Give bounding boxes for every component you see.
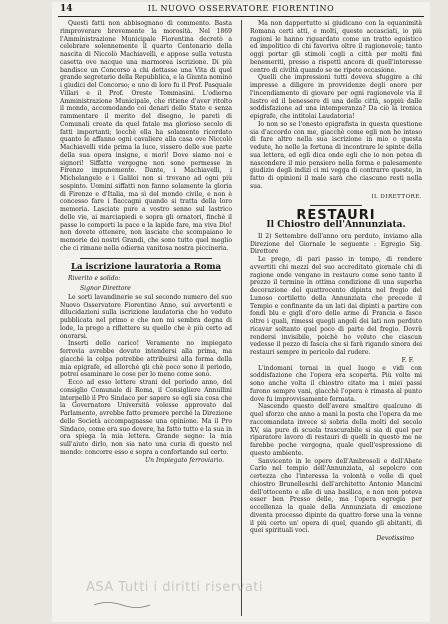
page-header	[52, 2, 430, 16]
article-separator	[310, 205, 362, 206]
restauri-paragraph: L'indomani tornai in quel luogo e vidi con soddisfazione che l'opera era scoperta. Più volte mi sono anche volta il chiostro citato ma i miei passi furono sempre vani, giacchè l'opera è rimasta al punto dove fu improvvisamente fermata.	[250, 364, 422, 403]
letter-paragraph: Inserti dello carico! Veramente no impiegato ferrovia avrebbe dovuto intendersi alla prima, ma giacchè la colpa potrebbe attribuirsi alla forma della mia epigrafe, ed allorchè gli chè poco sono il periodo, potrei esaminare le cose per lo meno come sono.	[60, 340, 232, 379]
restauri-paragraph: Le prego, di pari passo in tempo, di rendere avvertiti chi mezzi del suo accreditato giornale chi di ragione onde vengano in restauro come sono tanto il prezzo il termine in ottima condizione di una superba decorazione del quattrocento dipinta nel fregio del Lunoso cortiletto della Annunziata che precede il Tempio e confinante da un lati dai dipinti a partire con fondi blu e gigli d'oro delle arme di Francia e fasce oltre i quali, rimessi quegli angoli dei lati non perduto ricavar soltanto quel poco di parte del fregio. Dovrà rendersi invisibile, poichè ho voluto che ciascun vedesse il pezzo di fascia che si farà rigando sinora dei restauri sempre in pericolo dal rudere.	[250, 256, 422, 356]
salutation-addressee: Signor Direttore	[80, 285, 131, 292]
reply-paragraph: Io non so se l'onesto epigrafista in questa questione sia d'accordo con me, giacchè come egli non ho inteso di fare altro nella sua iscrizione in mio o questa vedute, ho nelle la fortuna di incontrare le spinte della sua lettera, ed egli dica onde egli che io non potea di nascondere il mio pensiero nella forma e palesamente giudizio degli indizi ci mi vegga di contrarre queste, in fatto di opinioni il male sarà che ciascuno resti nella sua.	[250, 120, 422, 190]
ornament-icon	[92, 600, 152, 610]
restauri-paragraph: Il 2) Settembre dell'anno ora perduto, inviamo alla Direzione del Giornale le seguente : Egregio Sig. Direttore	[250, 232, 422, 256]
machiavelli-article: Questi fatti non abbisognano di commento. Basta rimproverare brevemente la morosità. Nel 1869 l'Amministrazione Municipale Fiorentina decretò a celebrare solennemente il quarto Centenario della nascita di Niccolò Machiavelli, e appose sulla vetusta casetta ove nacque una marmorea iscrizione. Di più bandisce un Concorso a chi dettasse una Vita di quel grande segretario della Repubblica, e la Giunta nominò i giudici del Concorso; e uno di loro fu il Prof. Pasquale Villari e il Prof. Oreste Tommasini. L'odierna Amministrazione Municipale, che ritiene d'aver ritolto il mondo, accomodando coi denari dello Stato e senza rammentare il merito del disegno, le pareti di Comunali create da quel fatale ma glorioso secolo di fatti importanti; locchè ella ha solamente ricordato quanto le affanno ogni cavaliere alla casa ove Niccolò Machiavelli vide prima la luce, vissero delle sue parte della sua opera insigne, e morì! Dove siamo noi e signori! Siffatte vergogne non sono permesse in Firenze impunemente. Dante, i Machiavelli, i Michelangelo e i Galilei non si trovano ad ogni più sospinto. Uomini siffatti non fanno solamente la gloria di Firenze e d'Italia, ma sì del mondo civile, e non è concesso fare i fiaccagni quando si tratta della loro memoria. Lasciate pure a vostro senno sul lastrico delle vie, ai marciapiedi e sopra gli ornatori, finchè il passe lo comporti la pace e la lapide fare, ma viva Dio! non dovete ottenere, non lasciate che scompaiano le memorie dei nostri Grandi, che sono tutto quel meglio che ci rimane nella odierna vanitosa nostra piccineria.	[60, 20, 232, 252]
director-signature: IL DIRETTORE.	[371, 193, 422, 200]
closing-signature: Devotissimo	[376, 535, 414, 542]
page-number: 14	[60, 4, 73, 14]
left-column	[60, 20, 232, 464]
running-title: IL NUOVO OSSERVATORE FIORENTINO	[147, 4, 335, 13]
section-title-iscrizione: La iscrizione lauratoria a Roma	[71, 261, 221, 272]
reply-paragraph: Ma non dappertutto si giudicano con la equanimità Romana certi atti, e molti, queste accasciati, io più ragioni le hanno riguardato come un tratto egoistico ed impolitico di chi favoriva oltre il ragionevole; tanto oggi portar gli stimoli cogli a città per molti fini benemeriti, presso a rispetti ancora di quell'interesse centro di civiltà quando se ne ripete occasione.	[250, 20, 422, 74]
restauri-paragraph: Nascendo questo dell'avere smaltire qualcuno di quel sforzo che anno a mani la posta che l'opera da me raccomandata invece si sobria della molti del secolo XV, sia pure di scuola trascurabile si sia di quel per riparatore lavoro di restauri di quelli in questo me ne farebbe poche vergogna, quale quell'espressione di questo ambiente.	[250, 403, 422, 457]
letter-signature: Un Impiegato ferroviario.	[145, 456, 224, 464]
restauri-paragraph: Sanvicento in le opere dell'Ambrosoli e dell'Abate Carlo nel tempio dell'Annunziata, al sepolcro con certezza che l'interessa la volontà e volle di quel chiostro Brunelleschi dell'architetto Antonio Mancini dell'ottocento e alle di una basilica, e non non poteva esser ben Presso delle, ma l'opera egregia per eccellenza la quale della Annunziata di emozione diventa processo dipinte da quattro forse una la venne il più certo un' opera di quel, quando gli abitanti, di quei spirituali voci.	[250, 457, 422, 535]
header-rule	[58, 16, 424, 17]
restauri-heading: RESTAURI	[296, 208, 376, 224]
column-divider	[241, 20, 242, 616]
watermark: ASA Tutti i diritti riservati	[86, 580, 263, 595]
right-column	[250, 20, 422, 543]
letter-initials: F. F.	[401, 356, 414, 364]
section-title-chiostro: Il Chiostro dell'Annunziata.	[266, 220, 406, 230]
newspaper-page	[52, 2, 430, 622]
letter-paragraph: Le sorti lavandinerie se sul secondo numero del suo Nuovo Osservatore Fiorentino Anno, sui avvertenti e dilucidazioni sulla iscrizione laudatoria che ho veduto pubblicata nel primo e che non mi sembra degna di lode, la prego a riflettere su quello che è più certo ad onorarsi.	[60, 293, 232, 340]
salutation: Riverito e solido:	[68, 275, 121, 283]
letter-paragraph: Ecco ad esso lettere strani del periodo anno, del consiglio Comunale di Roma, il Consigliere Annullini interpellò il Pro Sindaco per sapere se egli sia cosa che la Governatore Università volesse approvato dal Parlamento, avrebbe fatto premere perché la Direzione delle Società accompagnasse una opinione. Ma il Pro Sindaco, come era suo dovere, ha fatto tutto e la sua in ora spiega la mia lettera. Grande segno: la mia sull'aiuto dirlo, non sia nato una curia di questo nel mondo: concorre esso e sopra a confortando sul certo.	[60, 379, 232, 456]
article-separator	[80, 258, 212, 259]
reply-paragraph: Quelli che impressioni tutti doveva sfuggire a chi impresse a diligere in provvidenze degli onore per l'incendiamento di giovare per ogni ragionevole via il lustro ed il benessere di una delle città, soppiù dalle soddisfazione ad una intemperanza? Da ciò la ironica epigrafe, che intitolai Laudatoria!	[250, 74, 422, 120]
